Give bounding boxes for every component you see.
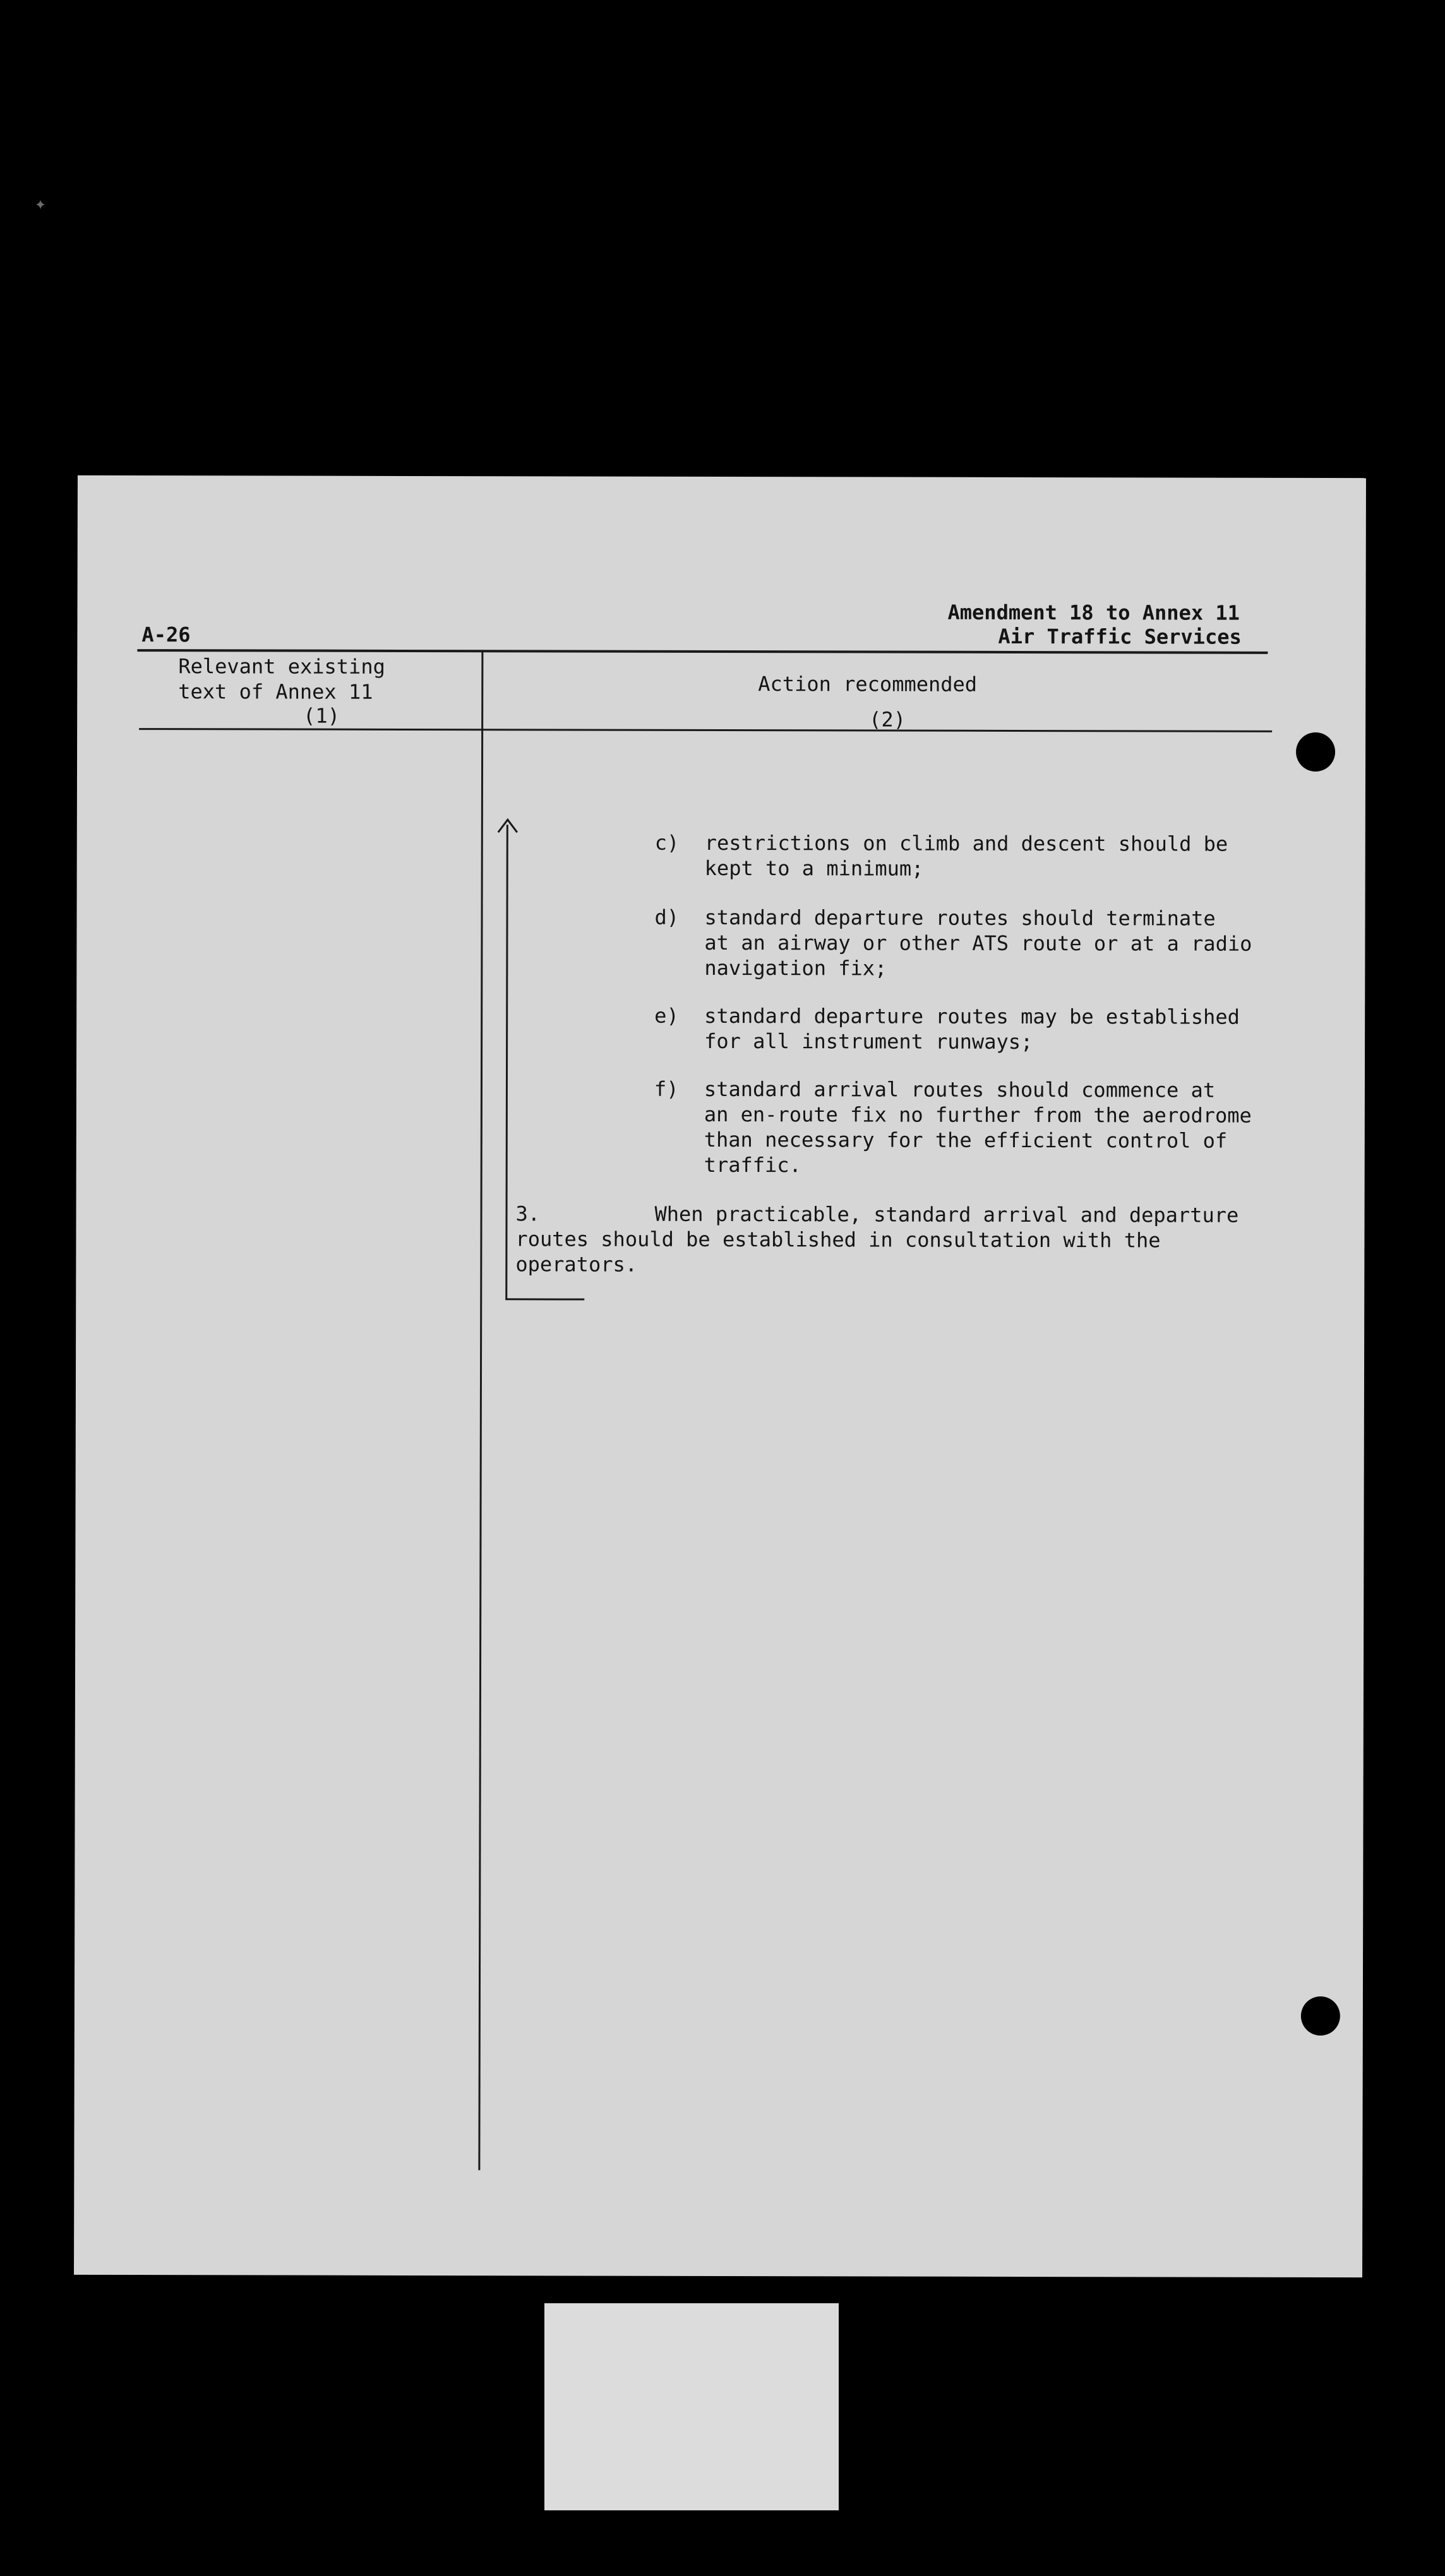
page-number: A-26: [141, 623, 191, 647]
item-text-c: restrictions on climb and descent should be kept to a minimum;: [704, 830, 1228, 881]
document-page: [74, 475, 1366, 2277]
col1-number: (1): [303, 703, 340, 728]
paragraph-3-line2: routes should be established in consultation with the: [515, 1227, 1161, 1253]
item-text-e: standard departure routes may be established for all instrument runways;: [704, 1003, 1240, 1054]
column-divider: [478, 652, 483, 2170]
amendment-bracket-vertical: [505, 825, 508, 1299]
scan-smudge: ✦: [35, 193, 47, 215]
item-marker-c: c): [654, 830, 680, 855]
header-bottom-rule: [139, 728, 1272, 732]
paragraph-3-line1: When practicable, standard arrival and departure: [654, 1202, 1239, 1227]
col1-heading-line2: text of Annex 11: [178, 679, 373, 704]
punch-hole-top: [1296, 732, 1335, 772]
item-marker-e: e): [654, 1003, 679, 1028]
col2-heading: Action recommended: [758, 672, 978, 696]
arrow-up-icon: [496, 817, 519, 836]
header-title-line1: Amendment 18 to Annex 11: [947, 600, 1240, 625]
amendment-bracket-bottom: [505, 1298, 584, 1300]
paragraph-3-line3: operators.: [515, 1252, 638, 1277]
col2-number: (2): [869, 707, 906, 732]
item-marker-d: d): [654, 905, 680, 929]
microfilm-label-card: [544, 2303, 839, 2510]
col1-heading-line1: Relevant existing: [178, 654, 385, 679]
item-marker-f: f): [654, 1076, 679, 1101]
paragraph-3-number: 3.: [515, 1202, 541, 1226]
item-text-d: standard departure routes should terminate at an airway or other ATS route or at a radio navigation fix;: [704, 905, 1252, 981]
header-title-line2: Air Traffic Services: [998, 624, 1242, 649]
punch-hole-bottom: [1301, 1996, 1340, 2036]
item-text-f: standard arrival routes should commence at an en-route fix no further from the aerodrome than necessary for the efficient control of traffic.: [704, 1076, 1252, 1178]
